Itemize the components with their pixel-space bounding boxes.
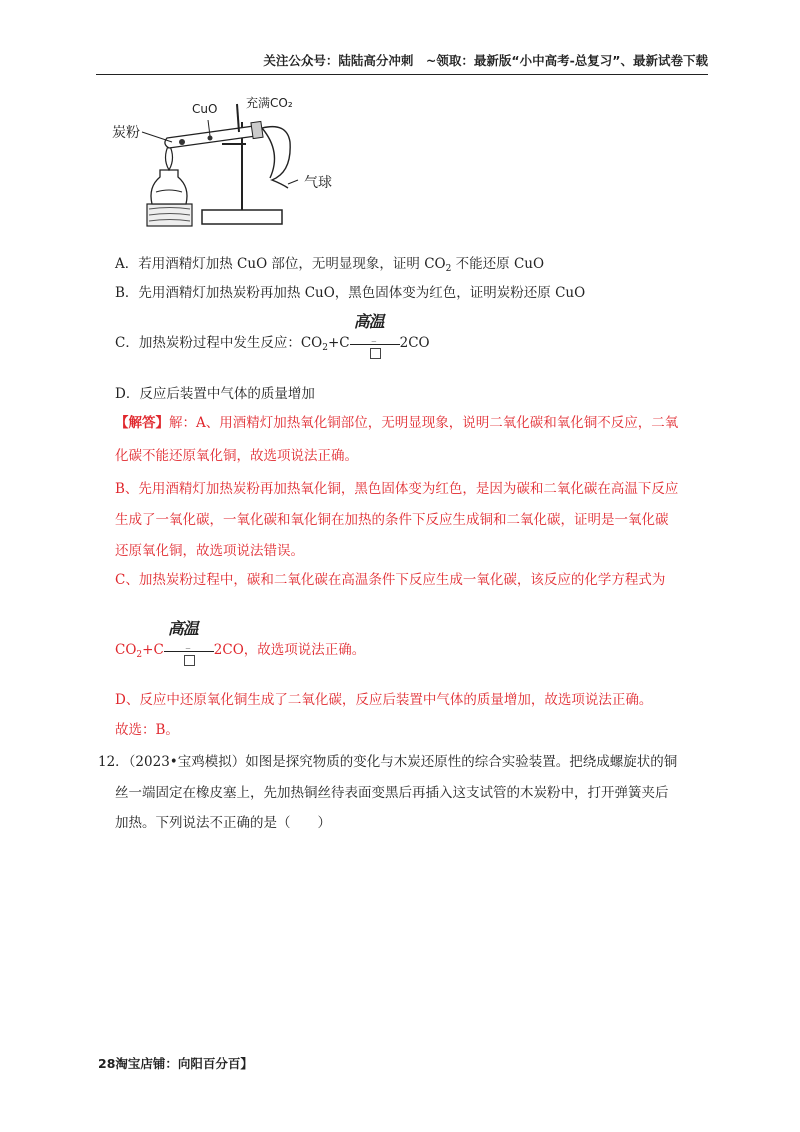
answer-text-4: 生成了一氧化碳，一氧化碳和氧化铜在加热的条件下反应生成铜和二氧化碳，证明是一氧化碳 [115,512,669,528]
question-12-line-3 [115,813,331,833]
answer-text-1: 解：A、用酒精灯加热氧化铜部位，无明显现象，说明二氧化碳和氧化铜不反应，二氧 [169,415,679,431]
page-header [96,52,708,75]
option-c [115,311,430,358]
option-a-tail: 不能还原 CuO [451,256,545,272]
eq-tail: 2CO，故选项说法正确。 [213,642,366,658]
option-c-sub: 2 [322,343,328,353]
question-12-line-2 [115,783,669,803]
answer-line-1 [115,413,678,433]
eq-co: CO [115,642,137,658]
answer-line-9 [115,720,179,740]
answer-text-2: 化碳不能还原氧化铜，故选项说法正确。 [115,448,358,464]
answer-line-2 [115,446,358,466]
footer-text: 28淘宝店铺：向阳百分百】 [98,1056,253,1071]
option-c-tail: 2CO [399,335,430,351]
answer-line-4 [115,510,669,530]
apparatus-drawing [112,92,342,232]
answer-reaction-condition [164,618,214,661]
option-d-text: D．反应后装置中气体的质量增加 [115,386,315,402]
header-text: 关注公众号：陆陆高分冲刺 ~领取：最新版“小中高考-总复习”、最新试卷下载 [263,53,708,68]
answer-line-6 [115,570,665,590]
label-cuo: CuO [192,102,218,116]
stand-base [202,210,282,224]
answer-line-8 [115,690,652,710]
answer-text-6: C、加热炭粉过程中，碳和二氧化碳在高温条件下反应生成一氧化碳，该反应的化学方程式为 [115,572,666,588]
label-balloon: 气球 [304,175,332,191]
question-12-line-1 [98,752,677,772]
option-c-mid: +C [327,335,350,351]
label-co2: 充满CO₂ [246,96,293,110]
apparatus-figure [112,92,342,232]
answer-text-9: 故选：B。 [115,722,179,738]
balloon [262,127,290,188]
answer-line-3 [115,479,678,499]
answer-text-5: 还原氧化铜，故选项说法错误。 [115,543,304,559]
option-a-sub: 2 [445,264,452,274]
option-a-text: A．若用酒精灯加热 CuO 部位，无明显现象，证明 CO [115,256,446,272]
label-carbon: 炭粉 [112,125,140,141]
q12-text-3: 加热。下列说法不正确的是（ ） [115,815,331,831]
answer-text-3: B、先用酒精灯加热炭粉再加热氧化铜，黑色固体变为红色，是因为碳和二氧化碳在高温下反应 [115,481,679,497]
option-b [115,283,585,303]
q12-text-1: 12．（2023•宝鸡模拟）如图是探究物质的变化与木炭还原性的综合实验装置。把绕成螺旋状的铜 [98,754,678,770]
option-c-text: C．加热炭粉过程中发生反应：CO [115,335,323,351]
option-a [115,254,544,279]
condition-mark: ‾ [371,340,377,351]
page-footer [98,1054,253,1072]
answer-condition-mark: ‾ [185,647,191,658]
answer-condition-text: 高温 [167,618,198,638]
option-d [115,384,315,404]
answer-text-8: D、反应中还原氧化铜生成了二氧化碳，反应后装置中气体的质量增加，故选项说法正确。 [115,692,653,708]
eq-c: +C [142,642,164,658]
rubber-stopper [251,121,263,138]
answer-line-5 [115,541,304,561]
answer-equation [115,618,366,665]
q12-text-2: 丝一端固定在橡皮塞上，先加热铜丝待表面变黑后再插入这支试管的木炭粉中，打开弹簧夹后 [115,785,669,801]
eq-sub: 2 [136,650,143,660]
reaction-condition [350,311,400,354]
condition-text: 高温 [353,311,384,331]
alcohol-lamp [151,170,187,204]
option-b-text: B．先用酒精灯加热炭粉再加热 CuO，黑色固体变为红色，证明炭粉还原 CuO [115,285,586,301]
answer-tag: 【解答】 [115,415,169,431]
